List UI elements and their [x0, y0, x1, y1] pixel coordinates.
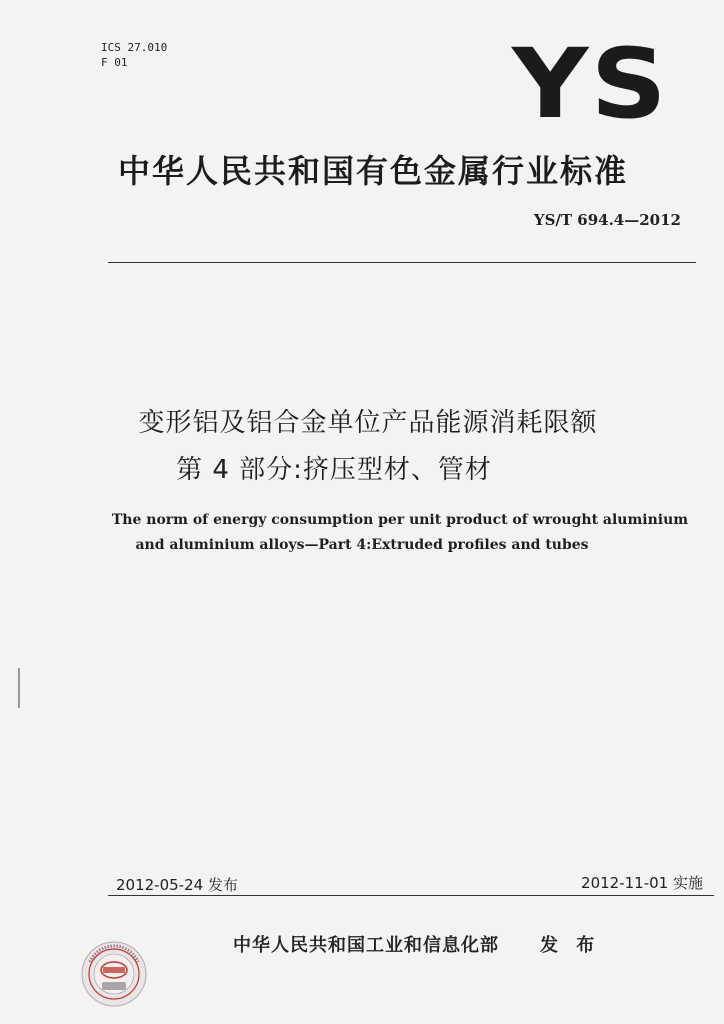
publisher-name: 中华人民共和国工业和信息化部	[233, 935, 499, 956]
ics-code: ICS 27.010	[101, 41, 168, 54]
header-divider	[108, 262, 696, 263]
implementation-date: 2012-11-01 实施	[581, 874, 703, 892]
title-en-line2: and aluminium alloys—Part 4:Extruded profiles and tubes	[135, 537, 589, 553]
classification-code: F 01	[101, 56, 128, 69]
footer-divider	[108, 895, 714, 896]
binding-mark	[18, 668, 20, 708]
title-cn-line2: 第 4 部分:挤压型材、管材	[176, 455, 492, 485]
title-cn-line1: 变形铝及铝合金单位产品能源消耗限额	[138, 408, 598, 438]
anti-counterfeit-seal-icon	[80, 940, 148, 1008]
org-title: 中华人民共和国有色金属行业标准	[118, 152, 629, 190]
ys-logo: YS	[512, 28, 669, 140]
ics-block	[101, 40, 167, 70]
publish-label: 发 布	[540, 935, 601, 956]
standard-number: YS/T 694.4—2012	[533, 211, 681, 229]
publish-date: 2012-05-24 发布	[116, 876, 238, 894]
title-en-line1: The norm of energy consumption per unit product of wrought aluminium	[111, 512, 689, 528]
